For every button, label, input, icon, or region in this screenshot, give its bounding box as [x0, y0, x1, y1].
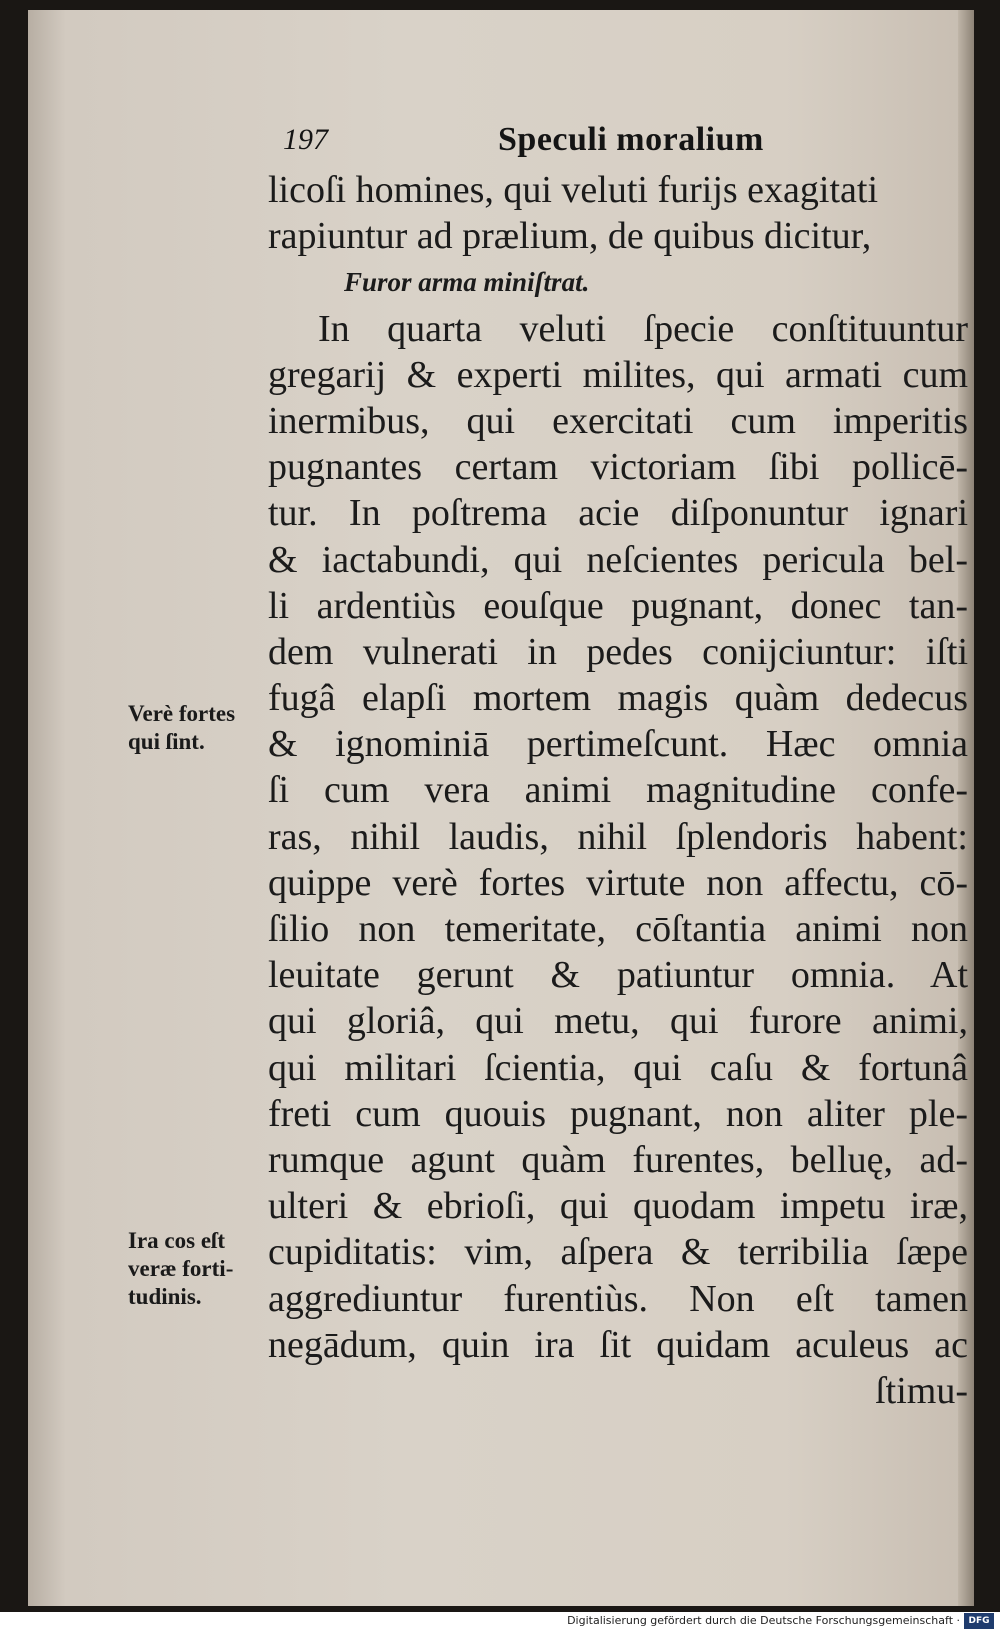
- text-line: & ignominiā pertimeſcunt. Hæc omnia: [268, 723, 968, 766]
- text-line: ſtimu-: [875, 1369, 968, 1412]
- text-line: inermibus, qui exercitati cum imperitis: [268, 399, 968, 442]
- text-line: ſi cum vera animi magnitudine confe-: [268, 769, 968, 812]
- text-line: Furor arma miniſtrat.: [344, 267, 590, 298]
- text-line: rapiuntur ad prælium, de quibus dicitur,: [268, 215, 872, 258]
- text-line: ras, nihil laudis, nihil ſplendoris habent:: [268, 815, 968, 858]
- marginal-note-line: Ira cos eſt: [128, 1228, 226, 1253]
- marginal-note-ira-cos: [128, 1227, 268, 1311]
- footer-bar: [0, 1612, 1000, 1631]
- text-line: cupiditatis: vim, aſpera & terribilia ſæpe: [268, 1231, 968, 1274]
- text-line: licoſi homines, qui veluti furijs exagitati: [268, 169, 879, 211]
- running-head: [283, 115, 823, 165]
- text-line: quippe verè fortes virtute non affectu, cō-: [268, 861, 968, 904]
- text-line: aggrediuntur furentiùs. Non eſt tamen: [268, 1277, 968, 1320]
- text-line: tur. In poſtrema acie diſponuntur ignari: [268, 492, 968, 535]
- page-number: 197: [283, 123, 328, 156]
- text-line: ulteri & ebrioſi, qui quodam impetu iræ,: [268, 1185, 968, 1228]
- text-line: qui militari ſcientia, qui caſu & fortunâ: [268, 1046, 968, 1089]
- text-line: & iactabundi, qui neſcientes pericula bel-: [268, 538, 968, 581]
- text-line: In quarta veluti ſpecie conſtituuntur: [318, 307, 968, 350]
- text-line: gregarij & experti milites, qui armati cum: [268, 353, 968, 396]
- text-line: dem vulnerati in pedes conijciuntur: iſti: [268, 630, 968, 673]
- marginal-note-vere-fortes: [128, 700, 268, 756]
- marginal-note-line: tudinis.: [128, 1284, 202, 1309]
- text-line: ſilio non temeritate, cōſtantia animi non: [268, 908, 968, 950]
- text-line: pugnantes certam victoriam ſibi pollicē-: [268, 446, 968, 489]
- book-page: [28, 10, 974, 1606]
- text-line: negādum, quin ira ſit quidam aculeus ac: [268, 1323, 968, 1366]
- text-line: fugâ elapſi mortem magis quàm dedecus: [268, 677, 968, 720]
- text-line: qui gloriâ, qui metu, qui furore animi,: [268, 1000, 968, 1043]
- body-text: [268, 167, 968, 1414]
- text-line: rumque agunt quàm furentes, belluę, ad-: [268, 1138, 968, 1181]
- text-line: freti cum quouis pugnant, non aliter ple-: [268, 1092, 968, 1135]
- text-line: li ardentiùs eouſque pugnant, donec tan-: [268, 584, 968, 627]
- running-title: Speculi moralium: [498, 121, 764, 158]
- marginal-note-line: veræ forti-: [128, 1256, 234, 1281]
- dfg-logo: DFG: [964, 1613, 994, 1629]
- marginal-note-line: Verè fortes: [128, 701, 236, 726]
- text-line: leuitate gerunt & patiuntur omnia. At: [268, 954, 968, 997]
- marginal-note-line: qui ſint.: [128, 729, 205, 754]
- digitization-credit: Digitalisierung gefördert durch die Deutsche Forschungsgemeinschaft ·: [567, 1614, 960, 1627]
